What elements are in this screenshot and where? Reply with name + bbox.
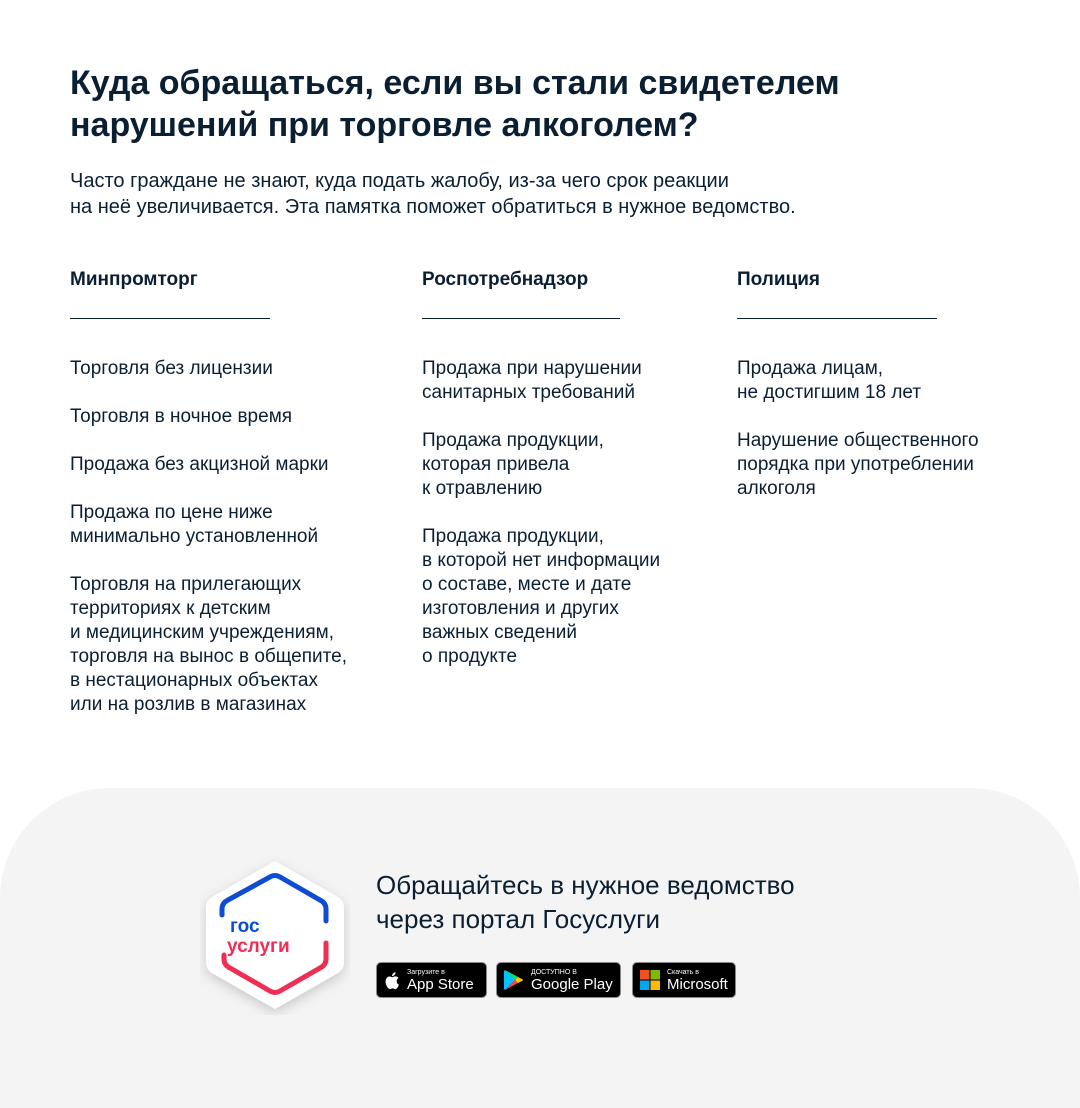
google-play-icon — [497, 962, 531, 998]
lead-line: на неё увеличивается. Эта памятка поможет обратиться в нужное ведомство. — [70, 196, 796, 218]
app-store-badge[interactable] — [376, 962, 487, 998]
item-line: санитарных требований — [422, 382, 635, 403]
microsoft-icon — [633, 962, 667, 998]
badge-big-text: Google Play — [531, 975, 613, 993]
item-line: минимально установленной — [70, 526, 319, 547]
column-title: Полиция — [737, 269, 820, 290]
microsoft-badge[interactable] — [632, 962, 736, 998]
cta-text — [376, 868, 795, 936]
item-line: изготовления и других — [422, 598, 619, 619]
list-item — [422, 357, 722, 405]
item-line: к отравлению — [422, 478, 543, 499]
item-line: важных сведений — [422, 622, 577, 643]
item-line: Торговля без лицензии — [70, 358, 273, 379]
item-line: или на розлив в магазинах — [70, 694, 307, 715]
column-divider — [422, 318, 620, 319]
badge-small-text: Загрузите в — [407, 968, 445, 976]
item-line: Продажа при нарушении — [422, 358, 642, 379]
column-divider — [70, 318, 270, 319]
gosuslugi-logo — [200, 855, 350, 1015]
item-line: торговля на вынос в общепите, — [70, 646, 347, 667]
column-divider — [737, 318, 937, 319]
list-item — [737, 429, 1037, 501]
item-line: Продажа продукции, — [422, 430, 604, 451]
item-line: в которой нет информации — [422, 550, 661, 571]
badge-small-text: Скачать в — [667, 968, 699, 976]
item-line: Продажа без акцизной марки — [70, 454, 329, 475]
logo-text-gos: гос — [230, 916, 260, 937]
item-line: в нестационарных объектах — [70, 670, 318, 691]
item-line: Нарушение общественного — [737, 430, 979, 451]
item-line: территориях к детским — [70, 598, 271, 619]
item-line: Торговля на прилегающих — [70, 574, 302, 595]
logo-hexagon — [206, 861, 344, 1009]
list-item — [70, 357, 400, 381]
list-item — [737, 357, 1037, 405]
google-play-badge[interactable] — [496, 962, 621, 998]
apple-icon — [377, 962, 407, 998]
item-line: Продажа продукции, — [422, 526, 604, 547]
item-line: не достигшим 18 лет — [737, 382, 922, 403]
badge-big-text: App Store — [407, 975, 474, 993]
badge-big-text: Microsoft — [667, 975, 728, 993]
column-rospotrebnadzor — [422, 268, 722, 693]
item-line: Продажа по цене ниже — [70, 502, 273, 523]
list-item — [70, 573, 400, 717]
cta-line: через портал Госуслуги — [376, 904, 661, 934]
title-line: нарушений при торговле алкоголем? — [70, 106, 699, 144]
item-line: алкоголя — [737, 478, 816, 499]
column-title: Минпромторг — [70, 269, 198, 290]
badge-small-text: ДОСТУПНО В — [531, 968, 577, 976]
item-line: Торговля в ночное время — [70, 406, 293, 427]
footer-panel — [0, 788, 1080, 1108]
list-item — [422, 525, 722, 669]
column-title: Роспотребнадзор — [422, 269, 589, 290]
column-minpromtorg — [70, 268, 400, 741]
title-line: Куда обращаться, если вы стали свидетелем — [70, 64, 840, 102]
item-line: и медицинским учреждениям, — [70, 622, 334, 643]
column-police — [737, 268, 1037, 525]
item-line: порядка при употреблении — [737, 454, 974, 475]
list-item — [70, 501, 400, 549]
cta-line: Обращайтесь в нужное ведомство — [376, 870, 795, 900]
list-item — [70, 405, 400, 429]
list-item — [422, 429, 722, 501]
item-line: о составе, месте и дате — [422, 574, 632, 595]
item-line: о продукте — [422, 646, 518, 667]
item-line: Продажа лицам, — [737, 358, 884, 379]
item-line: которая привела — [422, 454, 570, 475]
page-title — [70, 62, 970, 146]
lead-line: Часто граждане не знают, куда подать жалобу, из-за чего срок реакции — [70, 170, 729, 192]
lead-paragraph — [70, 168, 970, 220]
list-item — [70, 453, 400, 477]
logo-text-uslugi: услуги — [227, 936, 290, 957]
